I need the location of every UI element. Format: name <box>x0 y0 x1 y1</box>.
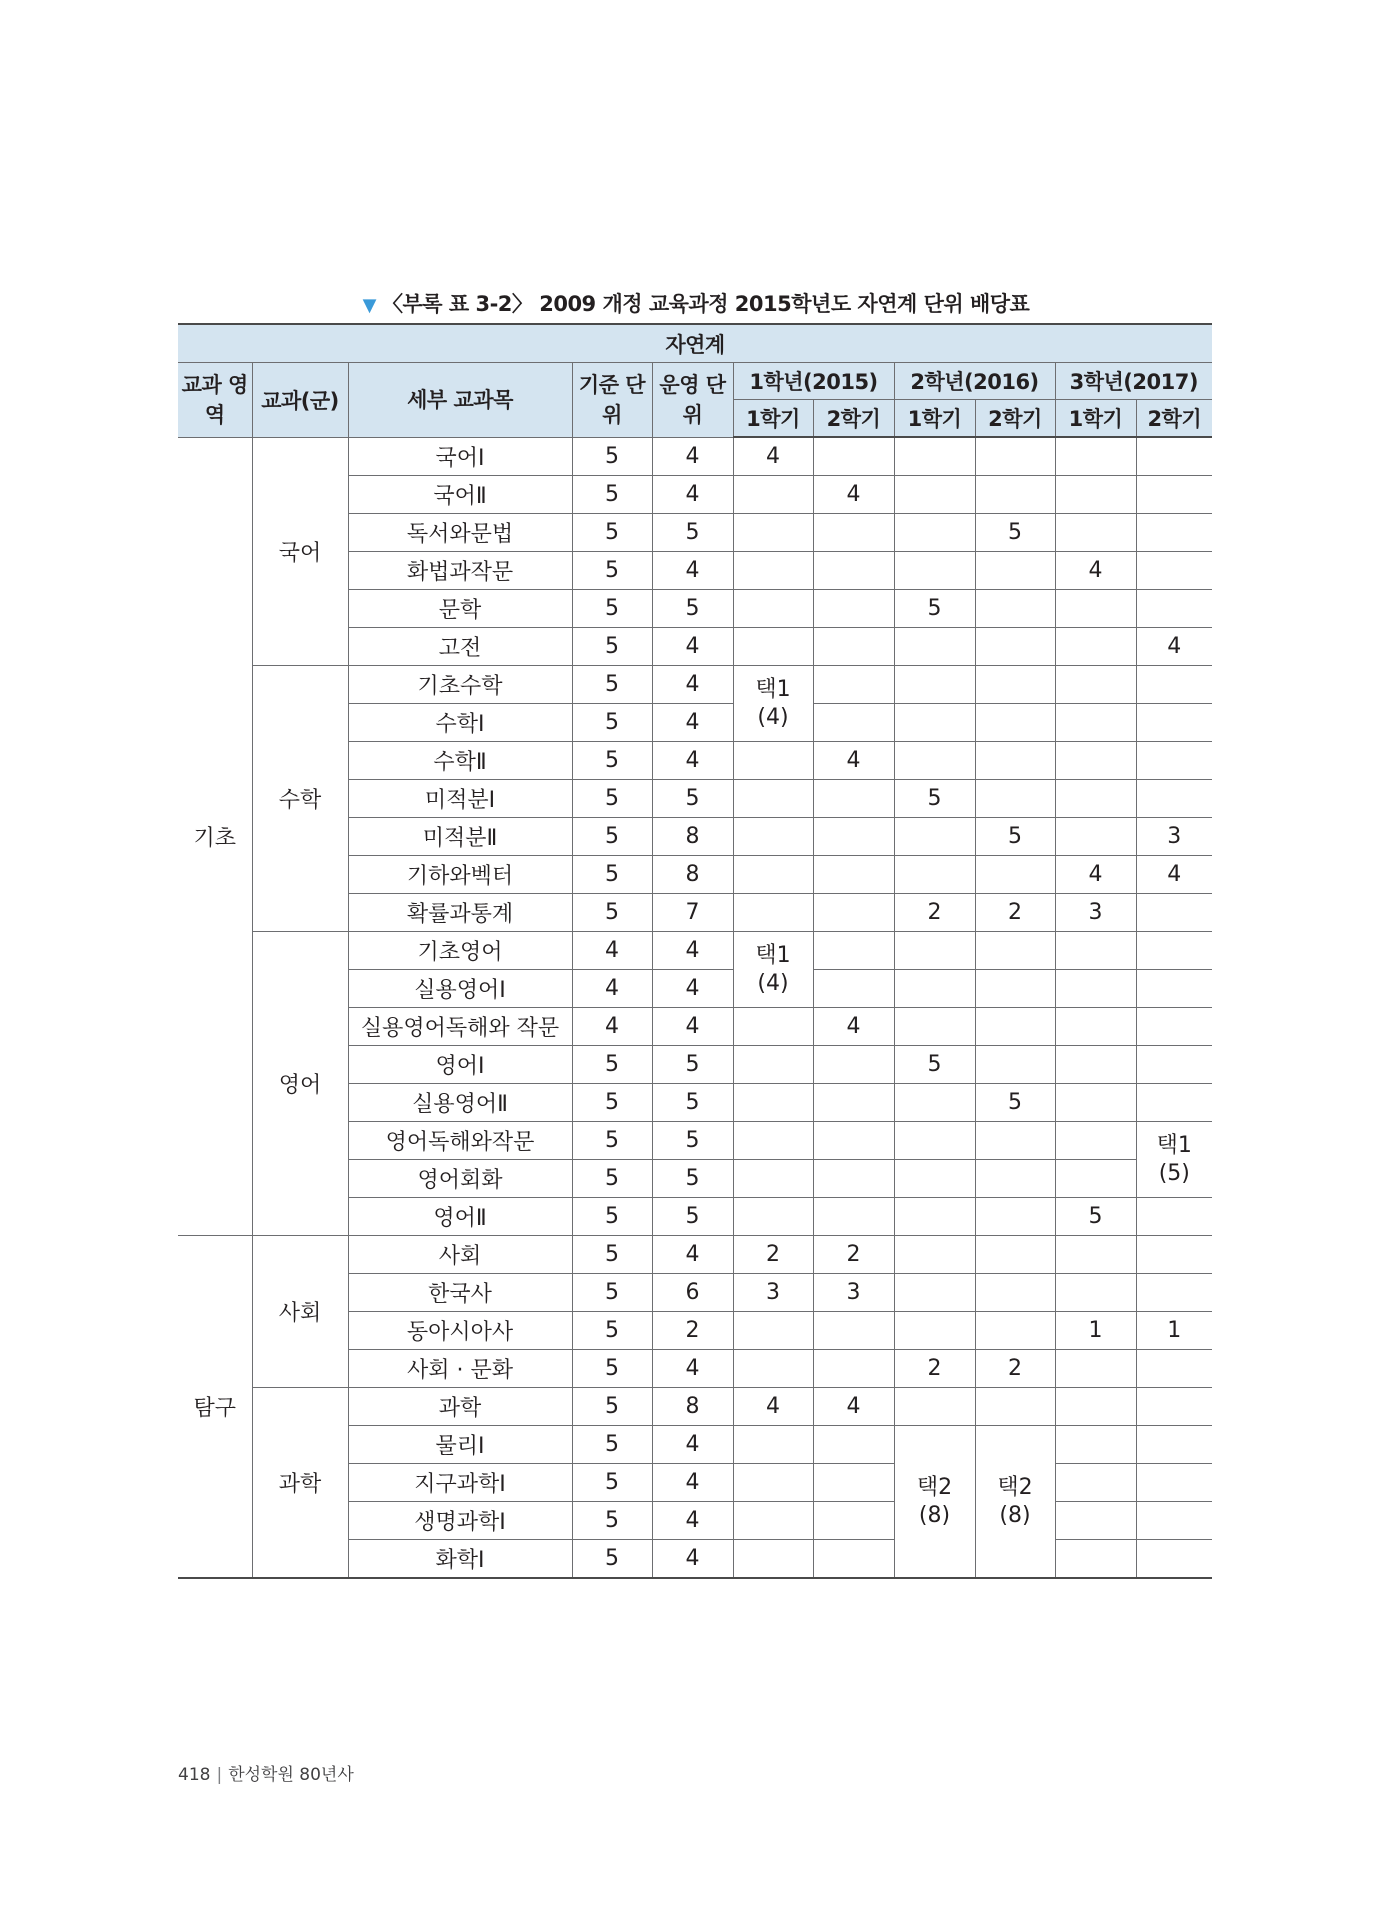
unit-cell-y3s1 <box>1055 742 1136 780</box>
unit-cell-y1s2 <box>813 1464 894 1502</box>
base-units-cell: 5 <box>572 514 652 552</box>
unit-cell-y3s1 <box>1055 590 1136 628</box>
unit-cell-y2s2 <box>975 1388 1055 1426</box>
subject-cell: 영어독해와작문 <box>348 1122 572 1160</box>
unit-cell-y2s2 <box>975 476 1055 514</box>
unit-cell-y1s1 <box>733 1464 813 1502</box>
subject-cell: 동아시아사 <box>348 1312 572 1350</box>
base-units-cell: 5 <box>572 476 652 514</box>
unit-cell-y1s2 <box>813 818 894 856</box>
unit-cell-y3s2 <box>1136 1236 1212 1274</box>
op-units-cell: 4 <box>652 1350 733 1388</box>
op-units-cell: 4 <box>652 1464 733 1502</box>
op-units-cell: 4 <box>652 704 733 742</box>
unit-cell-y3s2 <box>1136 704 1212 742</box>
unit-cell-y1s1 <box>733 1160 813 1198</box>
table-body <box>178 437 1212 1578</box>
unit-cell-y3s1 <box>1055 1540 1136 1579</box>
base-units-cell: 5 <box>572 552 652 590</box>
base-units-cell: 5 <box>572 1274 652 1312</box>
unit-cell-y1s2: 4 <box>813 1008 894 1046</box>
base-units-cell: 5 <box>572 1464 652 1502</box>
subject-cell: 화학Ⅰ <box>348 1540 572 1579</box>
op-units-cell: 4 <box>652 1502 733 1540</box>
unit-cell-y2s2 <box>975 437 1055 476</box>
subject-cell: 수학Ⅱ <box>348 742 572 780</box>
op-units-cell: 6 <box>652 1274 733 1312</box>
unit-cell-y3s1 <box>1055 1388 1136 1426</box>
unit-cell-y2s1 <box>894 628 975 666</box>
op-units-header: 운영 단위 <box>652 363 733 438</box>
unit-cell-y3s1 <box>1055 1350 1136 1388</box>
unit-cell-y2s1 <box>894 1160 975 1198</box>
unit-cell-y3s1 <box>1055 1008 1136 1046</box>
op-units-cell: 5 <box>652 1084 733 1122</box>
elective-cell-y2s1: 택2 (8) <box>894 1426 975 1579</box>
base-units-cell: 5 <box>572 1160 652 1198</box>
unit-cell-y2s2 <box>975 856 1055 894</box>
unit-cell-y2s2 <box>975 628 1055 666</box>
group-cell: 영어 <box>252 932 348 1236</box>
base-units-cell: 5 <box>572 1084 652 1122</box>
subject-cell: 미적분Ⅱ <box>348 818 572 856</box>
unit-cell-y1s2 <box>813 704 894 742</box>
unit-cell-y3s2 <box>1136 552 1212 590</box>
unit-cell-y1s1: 4 <box>733 437 813 476</box>
op-units-cell: 5 <box>652 780 733 818</box>
op-units-cell: 8 <box>652 818 733 856</box>
unit-cell-y3s1 <box>1055 1084 1136 1122</box>
unit-cell-y1s1 <box>733 514 813 552</box>
unit-cell-y1s1 <box>733 1312 813 1350</box>
group-cell: 수학 <box>252 666 348 932</box>
base-units-cell: 5 <box>572 856 652 894</box>
unit-cell-y3s1: 3 <box>1055 894 1136 932</box>
op-units-cell: 4 <box>652 476 733 514</box>
unit-cell-y1s2 <box>813 1350 894 1388</box>
unit-cell-y1s2 <box>813 1198 894 1236</box>
unit-cell-y2s2 <box>975 552 1055 590</box>
subject-cell: 과학 <box>348 1388 572 1426</box>
unit-cell-y2s1: 2 <box>894 1350 975 1388</box>
subject-cell: 국어Ⅱ <box>348 476 572 514</box>
unit-cell-y1s2 <box>813 437 894 476</box>
unit-cell-y1s1 <box>733 552 813 590</box>
unit-cell-y1s2 <box>813 894 894 932</box>
subject-cell: 실용영어Ⅰ <box>348 970 572 1008</box>
unit-cell-y1s1 <box>733 818 813 856</box>
group-cell: 국어 <box>252 437 348 666</box>
unit-cell-y1s2 <box>813 1502 894 1540</box>
unit-cell-y1s2 <box>813 932 894 970</box>
unit-cell-y3s1 <box>1055 1046 1136 1084</box>
table-row <box>178 1388 1212 1426</box>
subject-cell: 국어Ⅰ <box>348 437 572 476</box>
unit-cell-y3s1 <box>1055 666 1136 704</box>
unit-cell-y2s2 <box>975 1236 1055 1274</box>
year2-header: 2학년(2016) <box>894 363 1055 400</box>
op-units-cell: 4 <box>652 742 733 780</box>
unit-cell-y1s1 <box>733 1198 813 1236</box>
unit-cell-y3s2 <box>1136 1350 1212 1388</box>
op-units-cell: 5 <box>652 1122 733 1160</box>
base-units-cell: 5 <box>572 894 652 932</box>
unit-cell-y1s1 <box>733 1084 813 1122</box>
base-units-header: 기준 단위 <box>572 363 652 438</box>
unit-cell-y3s2 <box>1136 780 1212 818</box>
unit-cell-y1s1 <box>733 628 813 666</box>
footer-divider: | <box>216 1765 223 1785</box>
unit-cell-y3s2 <box>1136 514 1212 552</box>
base-units-cell: 5 <box>572 818 652 856</box>
track-header: 자연계 <box>178 324 1212 363</box>
group-header: 교과(군) <box>252 363 348 438</box>
subject-cell: 물리Ⅰ <box>348 1426 572 1464</box>
table-row <box>178 437 1212 476</box>
page-footer <box>178 1760 354 1785</box>
unit-cell-y3s2 <box>1136 1464 1212 1502</box>
base-units-cell: 5 <box>572 1540 652 1579</box>
subject-cell: 한국사 <box>348 1274 572 1312</box>
subject-cell: 실용영어Ⅱ <box>348 1084 572 1122</box>
unit-cell-y3s2 <box>1136 894 1212 932</box>
unit-cell-y3s1 <box>1055 476 1136 514</box>
unit-cell-y2s1: 5 <box>894 1046 975 1084</box>
unit-cell-y3s1 <box>1055 970 1136 1008</box>
unit-cell-y3s2 <box>1136 1540 1212 1579</box>
unit-cell-y3s2 <box>1136 1198 1212 1236</box>
year1-sem1-header: 1학기 <box>733 400 813 438</box>
unit-cell-y1s1 <box>733 780 813 818</box>
unit-cell-y1s1 <box>733 1502 813 1540</box>
area-cell: 탐구 <box>178 1236 252 1579</box>
op-units-cell: 5 <box>652 1046 733 1084</box>
unit-allocation-table <box>178 323 1212 1579</box>
base-units-cell: 5 <box>572 1046 652 1084</box>
unit-cell-y1s2 <box>813 1046 894 1084</box>
year1-sem2-header: 2학기 <box>813 400 894 438</box>
area-header: 교과 영역 <box>178 363 252 438</box>
unit-cell-y2s1 <box>894 476 975 514</box>
elective-cell-y1s1: 택1 (4) <box>733 932 813 1008</box>
op-units-cell: 5 <box>652 1198 733 1236</box>
subject-cell: 지구과학Ⅰ <box>348 1464 572 1502</box>
unit-cell-y3s1 <box>1055 628 1136 666</box>
unit-cell-y2s1 <box>894 856 975 894</box>
subject-cell: 수학Ⅰ <box>348 704 572 742</box>
unit-cell-y3s1 <box>1055 704 1136 742</box>
base-units-cell: 5 <box>572 704 652 742</box>
unit-cell-y3s1: 4 <box>1055 552 1136 590</box>
unit-cell-y2s2 <box>975 1008 1055 1046</box>
unit-cell-y3s2: 4 <box>1136 856 1212 894</box>
unit-cell-y3s2: 3 <box>1136 818 1212 856</box>
unit-cell-y2s1 <box>894 932 975 970</box>
subject-cell: 미적분Ⅰ <box>348 780 572 818</box>
unit-cell-y1s2: 4 <box>813 742 894 780</box>
subject-cell: 사회 <box>348 1236 572 1274</box>
unit-cell-y2s1 <box>894 818 975 856</box>
subject-cell: 사회 · 문화 <box>348 1350 572 1388</box>
unit-cell-y2s1 <box>894 704 975 742</box>
unit-cell-y3s1 <box>1055 437 1136 476</box>
op-units-cell: 8 <box>652 856 733 894</box>
unit-cell-y1s2: 4 <box>813 476 894 514</box>
unit-cell-y2s1 <box>894 1388 975 1426</box>
subject-cell: 문학 <box>348 590 572 628</box>
base-units-cell: 5 <box>572 1502 652 1540</box>
subject-cell: 영어Ⅱ <box>348 1198 572 1236</box>
unit-cell-y2s1: 5 <box>894 590 975 628</box>
unit-cell-y3s1 <box>1055 514 1136 552</box>
year1-header: 1학년(2015) <box>733 363 894 400</box>
base-units-cell: 5 <box>572 1388 652 1426</box>
base-units-cell: 5 <box>572 1426 652 1464</box>
table-row <box>178 1236 1212 1274</box>
unit-cell-y3s1 <box>1055 1160 1136 1198</box>
subject-cell: 독서와문법 <box>348 514 572 552</box>
unit-cell-y3s1: 4 <box>1055 856 1136 894</box>
elective-cell-y2s2: 택2 (8) <box>975 1426 1055 1579</box>
unit-cell-y1s2 <box>813 1312 894 1350</box>
area-cell: 기초 <box>178 437 252 1236</box>
unit-cell-y2s2 <box>975 1274 1055 1312</box>
unit-cell-y1s2 <box>813 780 894 818</box>
subject-cell: 실용영어독해와 작문 <box>348 1008 572 1046</box>
unit-cell-y2s2 <box>975 1198 1055 1236</box>
unit-cell-y1s2 <box>813 1122 894 1160</box>
unit-cell-y2s1 <box>894 1312 975 1350</box>
unit-cell-y3s1 <box>1055 1236 1136 1274</box>
unit-cell-y1s2 <box>813 514 894 552</box>
unit-cell-y1s1 <box>733 1540 813 1579</box>
op-units-cell: 2 <box>652 1312 733 1350</box>
unit-cell-y1s1 <box>733 1122 813 1160</box>
unit-cell-y2s2 <box>975 1046 1055 1084</box>
unit-cell-y2s1 <box>894 1008 975 1046</box>
unit-cell-y2s2 <box>975 932 1055 970</box>
unit-cell-y3s2 <box>1136 1046 1212 1084</box>
unit-cell-y2s1 <box>894 1198 975 1236</box>
unit-cell-y1s2 <box>813 1540 894 1579</box>
unit-cell-y2s1 <box>894 1122 975 1160</box>
subject-cell: 기초영어 <box>348 932 572 970</box>
unit-cell-y3s2 <box>1136 590 1212 628</box>
unit-cell-y3s2 <box>1136 932 1212 970</box>
op-units-cell: 8 <box>652 1388 733 1426</box>
op-units-cell: 4 <box>652 932 733 970</box>
unit-cell-y1s1: 2 <box>733 1236 813 1274</box>
caption-text: 〈부록 표 3-2〉 2009 개정 교육과정 2015학년도 자연계 단위 배당표 <box>381 292 1030 316</box>
unit-cell-y1s2: 2 <box>813 1236 894 1274</box>
elective-cell-y3s2: 택1 (5) <box>1136 1122 1212 1198</box>
unit-cell-y2s2 <box>975 970 1055 1008</box>
unit-cell-y3s1: 1 <box>1055 1312 1136 1350</box>
base-units-cell: 5 <box>572 780 652 818</box>
op-units-cell: 5 <box>652 1160 733 1198</box>
op-units-cell: 4 <box>652 552 733 590</box>
subject-cell: 화법과작문 <box>348 552 572 590</box>
unit-cell-y1s1 <box>733 1046 813 1084</box>
unit-cell-y3s1 <box>1055 932 1136 970</box>
unit-cell-y2s2 <box>975 590 1055 628</box>
subject-cell: 생명과학Ⅰ <box>348 1502 572 1540</box>
base-units-cell: 5 <box>572 1122 652 1160</box>
unit-cell-y1s1 <box>733 1426 813 1464</box>
unit-cell-y2s2 <box>975 1160 1055 1198</box>
page-number: 418 <box>178 1765 211 1785</box>
unit-cell-y3s2: 1 <box>1136 1312 1212 1350</box>
base-units-cell: 5 <box>572 666 652 704</box>
unit-cell-y2s1 <box>894 514 975 552</box>
unit-cell-y1s2 <box>813 590 894 628</box>
subject-cell: 확률과통계 <box>348 894 572 932</box>
unit-cell-y3s2 <box>1136 1084 1212 1122</box>
unit-cell-y1s2 <box>813 552 894 590</box>
unit-cell-y3s2: 4 <box>1136 628 1212 666</box>
table-row <box>178 666 1212 704</box>
subject-cell: 기하와벡터 <box>348 856 572 894</box>
unit-cell-y2s2: 5 <box>975 818 1055 856</box>
unit-cell-y2s2: 5 <box>975 1084 1055 1122</box>
op-units-cell: 7 <box>652 894 733 932</box>
unit-cell-y3s1 <box>1055 780 1136 818</box>
base-units-cell: 5 <box>572 1312 652 1350</box>
op-units-cell: 4 <box>652 666 733 704</box>
base-units-cell: 5 <box>572 1236 652 1274</box>
base-units-cell: 5 <box>572 628 652 666</box>
unit-cell-y3s2 <box>1136 476 1212 514</box>
unit-cell-y1s1 <box>733 1350 813 1388</box>
unit-cell-y3s1 <box>1055 1464 1136 1502</box>
unit-cell-y3s1 <box>1055 1502 1136 1540</box>
unit-cell-y2s1 <box>894 1084 975 1122</box>
unit-cell-y3s2 <box>1136 1008 1212 1046</box>
unit-cell-y2s2 <box>975 1122 1055 1160</box>
unit-cell-y1s1 <box>733 476 813 514</box>
unit-cell-y2s2: 2 <box>975 894 1055 932</box>
op-units-cell: 5 <box>652 514 733 552</box>
base-units-cell: 4 <box>572 970 652 1008</box>
unit-cell-y2s2 <box>975 1312 1055 1350</box>
unit-cell-y1s1: 4 <box>733 1388 813 1426</box>
unit-cell-y1s2 <box>813 1426 894 1464</box>
unit-cell-y2s1 <box>894 1236 975 1274</box>
base-units-cell: 4 <box>572 1008 652 1046</box>
unit-cell-y3s2 <box>1136 666 1212 704</box>
base-units-cell: 5 <box>572 1350 652 1388</box>
unit-cell-y1s1 <box>733 1008 813 1046</box>
unit-cell-y3s1 <box>1055 1274 1136 1312</box>
year3-sem2-header: 2학기 <box>1136 400 1212 438</box>
unit-cell-y2s1 <box>894 552 975 590</box>
op-units-cell: 4 <box>652 1008 733 1046</box>
group-cell: 사회 <box>252 1236 348 1388</box>
op-units-cell: 4 <box>652 1236 733 1274</box>
unit-cell-y1s2: 3 <box>813 1274 894 1312</box>
unit-cell-y1s2 <box>813 856 894 894</box>
table-caption <box>0 288 1392 318</box>
unit-cell-y2s2: 2 <box>975 1350 1055 1388</box>
unit-cell-y1s1 <box>733 894 813 932</box>
book-title: 한성학원 80년사 <box>228 1765 354 1785</box>
op-units-cell: 5 <box>652 590 733 628</box>
unit-cell-y1s2 <box>813 666 894 704</box>
unit-cell-y3s1: 5 <box>1055 1198 1136 1236</box>
base-units-cell: 5 <box>572 1198 652 1236</box>
unit-cell-y2s1 <box>894 666 975 704</box>
base-units-cell: 4 <box>572 932 652 970</box>
unit-cell-y1s2 <box>813 970 894 1008</box>
base-units-cell: 5 <box>572 590 652 628</box>
unit-cell-y3s2 <box>1136 1274 1212 1312</box>
base-units-cell: 5 <box>572 742 652 780</box>
unit-cell-y3s1 <box>1055 1426 1136 1464</box>
unit-cell-y1s2 <box>813 1084 894 1122</box>
unit-cell-y2s2 <box>975 742 1055 780</box>
unit-cell-y1s2 <box>813 628 894 666</box>
unit-cell-y2s2 <box>975 666 1055 704</box>
subject-cell: 영어Ⅰ <box>348 1046 572 1084</box>
year2-sem1-header: 1학기 <box>894 400 975 438</box>
group-cell: 과학 <box>252 1388 348 1579</box>
base-units-cell: 5 <box>572 437 652 476</box>
unit-cell-y3s2 <box>1136 742 1212 780</box>
year3-header: 3학년(2017) <box>1055 363 1212 400</box>
op-units-cell: 4 <box>652 1540 733 1579</box>
unit-cell-y1s1 <box>733 856 813 894</box>
unit-cell-y3s2 <box>1136 437 1212 476</box>
unit-cell-y1s1 <box>733 742 813 780</box>
unit-cell-y1s2 <box>813 1160 894 1198</box>
unit-cell-y3s2 <box>1136 1426 1212 1464</box>
unit-cell-y2s1 <box>894 742 975 780</box>
unit-cell-y2s2 <box>975 704 1055 742</box>
table-row <box>178 932 1212 970</box>
unit-cell-y1s1: 3 <box>733 1274 813 1312</box>
unit-cell-y2s1 <box>894 437 975 476</box>
unit-cell-y2s1: 2 <box>894 894 975 932</box>
op-units-cell: 4 <box>652 437 733 476</box>
unit-cell-y2s1 <box>894 970 975 1008</box>
op-units-cell: 4 <box>652 1426 733 1464</box>
unit-cell-y2s1: 5 <box>894 780 975 818</box>
unit-cell-y3s2 <box>1136 1502 1212 1540</box>
unit-cell-y2s2: 5 <box>975 514 1055 552</box>
unit-cell-y2s2 <box>975 780 1055 818</box>
year3-sem1-header: 1학기 <box>1055 400 1136 438</box>
op-units-cell: 4 <box>652 628 733 666</box>
year2-sem2-header: 2학기 <box>975 400 1055 438</box>
op-units-cell: 4 <box>652 970 733 1008</box>
subject-cell: 영어회화 <box>348 1160 572 1198</box>
unit-cell-y3s1 <box>1055 818 1136 856</box>
subject-cell: 고전 <box>348 628 572 666</box>
unit-cell-y2s1 <box>894 1274 975 1312</box>
unit-cell-y1s1 <box>733 590 813 628</box>
subject-header: 세부 교과목 <box>348 363 572 438</box>
elective-cell-y1s1: 택1 (4) <box>733 666 813 742</box>
subject-cell: 기초수학 <box>348 666 572 704</box>
unit-cell-y3s2 <box>1136 970 1212 1008</box>
triangle-marker-icon: ▼ <box>362 295 376 316</box>
unit-cell-y3s1 <box>1055 1122 1136 1160</box>
unit-cell-y1s2: 4 <box>813 1388 894 1426</box>
unit-cell-y3s2 <box>1136 1388 1212 1426</box>
